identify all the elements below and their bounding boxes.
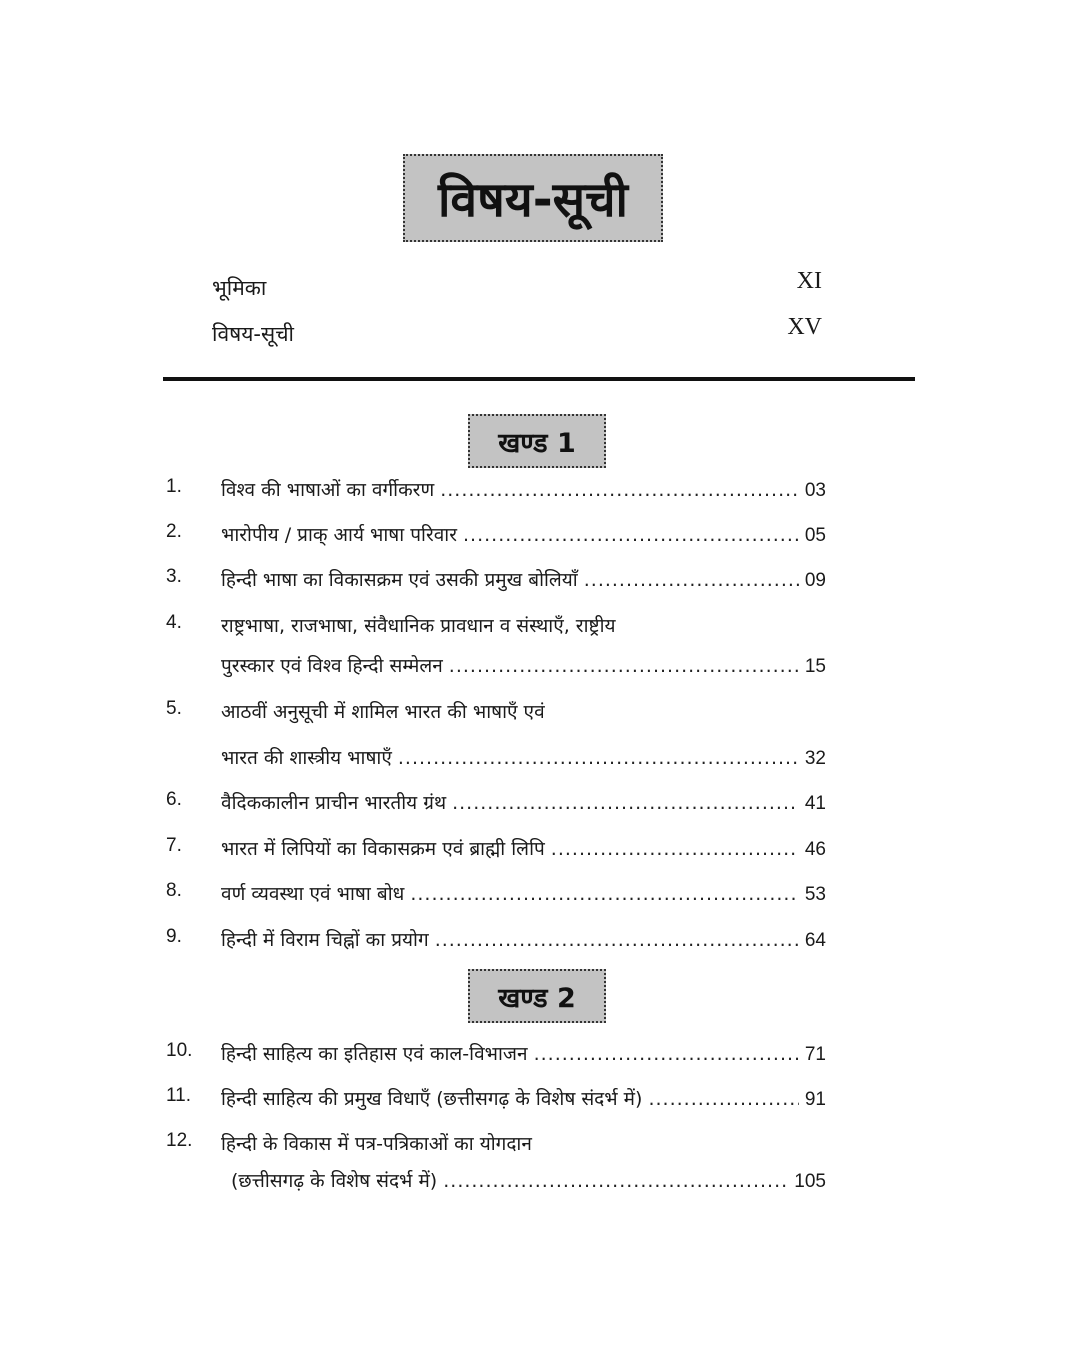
entry-title-continued: भारत की शास्त्रीय भाषाएँ (221, 747, 392, 769)
entry-title: हिन्दी साहित्य की प्रमुख विधाएँ (छत्तीसगढ़ के विशेष संदर्भ में) (221, 1088, 643, 1110)
toc-entry[interactable] (166, 835, 826, 865)
entry-title: हिन्दी में विराम चिह्नों का प्रयोग (221, 929, 429, 951)
leader-dots (440, 479, 799, 501)
entry-page: 46 (804, 839, 826, 860)
leader-dots (584, 569, 799, 591)
entry-page: 15 (804, 656, 826, 677)
toc-entry[interactable] (166, 1130, 826, 1200)
entry-number: 3. (166, 566, 182, 587)
entry-title: वैदिककालीन प्राचीन भारतीय ग्रंथ (221, 792, 447, 814)
page-title: विषय-सूची (403, 154, 663, 242)
entry-title: वर्ण व्यवस्था एवं भाषा बोध (221, 883, 405, 905)
preface-row-vishay-suchi[interactable] (212, 314, 822, 354)
toc-entry[interactable] (166, 612, 826, 684)
section-heading-1: खण्ड 1 (468, 414, 606, 468)
toc-entry[interactable] (166, 566, 826, 596)
entry-number: 11. (166, 1085, 192, 1106)
entry-title: भारत में लिपियों का विकासक्रम एवं ब्राह्मी लिपि (221, 838, 545, 860)
toc-entry[interactable] (166, 476, 826, 506)
entry-number: 12. (166, 1130, 193, 1151)
leader-dots (398, 747, 799, 769)
entry-title: हिन्दी भाषा का विकासक्रम एवं उसकी प्रमुख बोलियाँ (221, 569, 578, 591)
entry-number: 2. (166, 521, 182, 542)
entry-number: 10. (166, 1040, 193, 1061)
entry-title-continued: (छत्तीसगढ़ के विशेष संदर्भ में) (231, 1170, 438, 1192)
leader-dots (463, 524, 799, 546)
toc-entry[interactable] (166, 698, 826, 774)
entry-title-continued: पुरस्कार एवं विश्व हिन्दी सम्मेलन (221, 655, 443, 677)
preface-page: XV (787, 314, 822, 340)
entry-number: 1. (166, 476, 182, 497)
entry-page: 03 (804, 480, 826, 501)
section-heading-2: खण्ड 2 (468, 969, 606, 1023)
entry-title: विश्व की भाषाओं का वर्गीकरण (221, 479, 435, 501)
toc-entry[interactable] (166, 789, 826, 819)
entry-page: 09 (804, 570, 826, 591)
entry-page: 32 (804, 748, 826, 769)
entry-number: 5. (166, 698, 182, 719)
leader-dots (648, 1088, 798, 1110)
toc-entry[interactable] (166, 521, 826, 551)
entry-title: हिन्दी साहित्य का इतिहास एवं काल-विभाजन (221, 1043, 528, 1065)
leader-dots (534, 1043, 799, 1065)
entry-title: हिन्दी के विकास में पत्र-पत्रिकाओं का योगदान (221, 1133, 532, 1155)
entry-number: 4. (166, 612, 182, 633)
toc-entry[interactable] (166, 1040, 826, 1070)
entry-number: 8. (166, 880, 182, 901)
entry-page: 64 (804, 930, 826, 951)
entry-page: 41 (804, 793, 826, 814)
entry-number: 6. (166, 789, 182, 810)
entry-page: 105 (794, 1171, 826, 1192)
entry-page: 53 (804, 884, 826, 905)
divider (163, 377, 915, 381)
toc-entry[interactable] (166, 1085, 826, 1115)
preface-label: विषय-सूची (212, 322, 294, 346)
entry-title: भारोपीय / प्राक् आर्य भाषा परिवार (221, 524, 457, 546)
entry-page: 05 (804, 525, 826, 546)
entry-number: 7. (166, 835, 182, 856)
toc-entry[interactable] (166, 880, 826, 910)
leader-dots (551, 838, 799, 860)
leader-dots (410, 883, 799, 905)
entry-page: 71 (804, 1044, 826, 1065)
leader-dots (449, 655, 799, 677)
leader-dots (443, 1170, 788, 1192)
preface-label: भूमिका (212, 276, 267, 300)
entry-page: 91 (804, 1089, 826, 1110)
entry-title: आठवीं अनुसूची में शामिल भारत की भाषाएँ एवं (221, 701, 545, 723)
leader-dots (435, 929, 799, 951)
preface-row-bhumika[interactable] (212, 268, 822, 308)
leader-dots (452, 792, 799, 814)
entry-number: 9. (166, 926, 182, 947)
entry-title: राष्ट्रभाषा, राजभाषा, संवैधानिक प्रावधान व संस्थाएँ, राष्ट्रीय (221, 615, 616, 637)
preface-page: XI (796, 268, 822, 294)
toc-entry[interactable] (166, 926, 826, 956)
